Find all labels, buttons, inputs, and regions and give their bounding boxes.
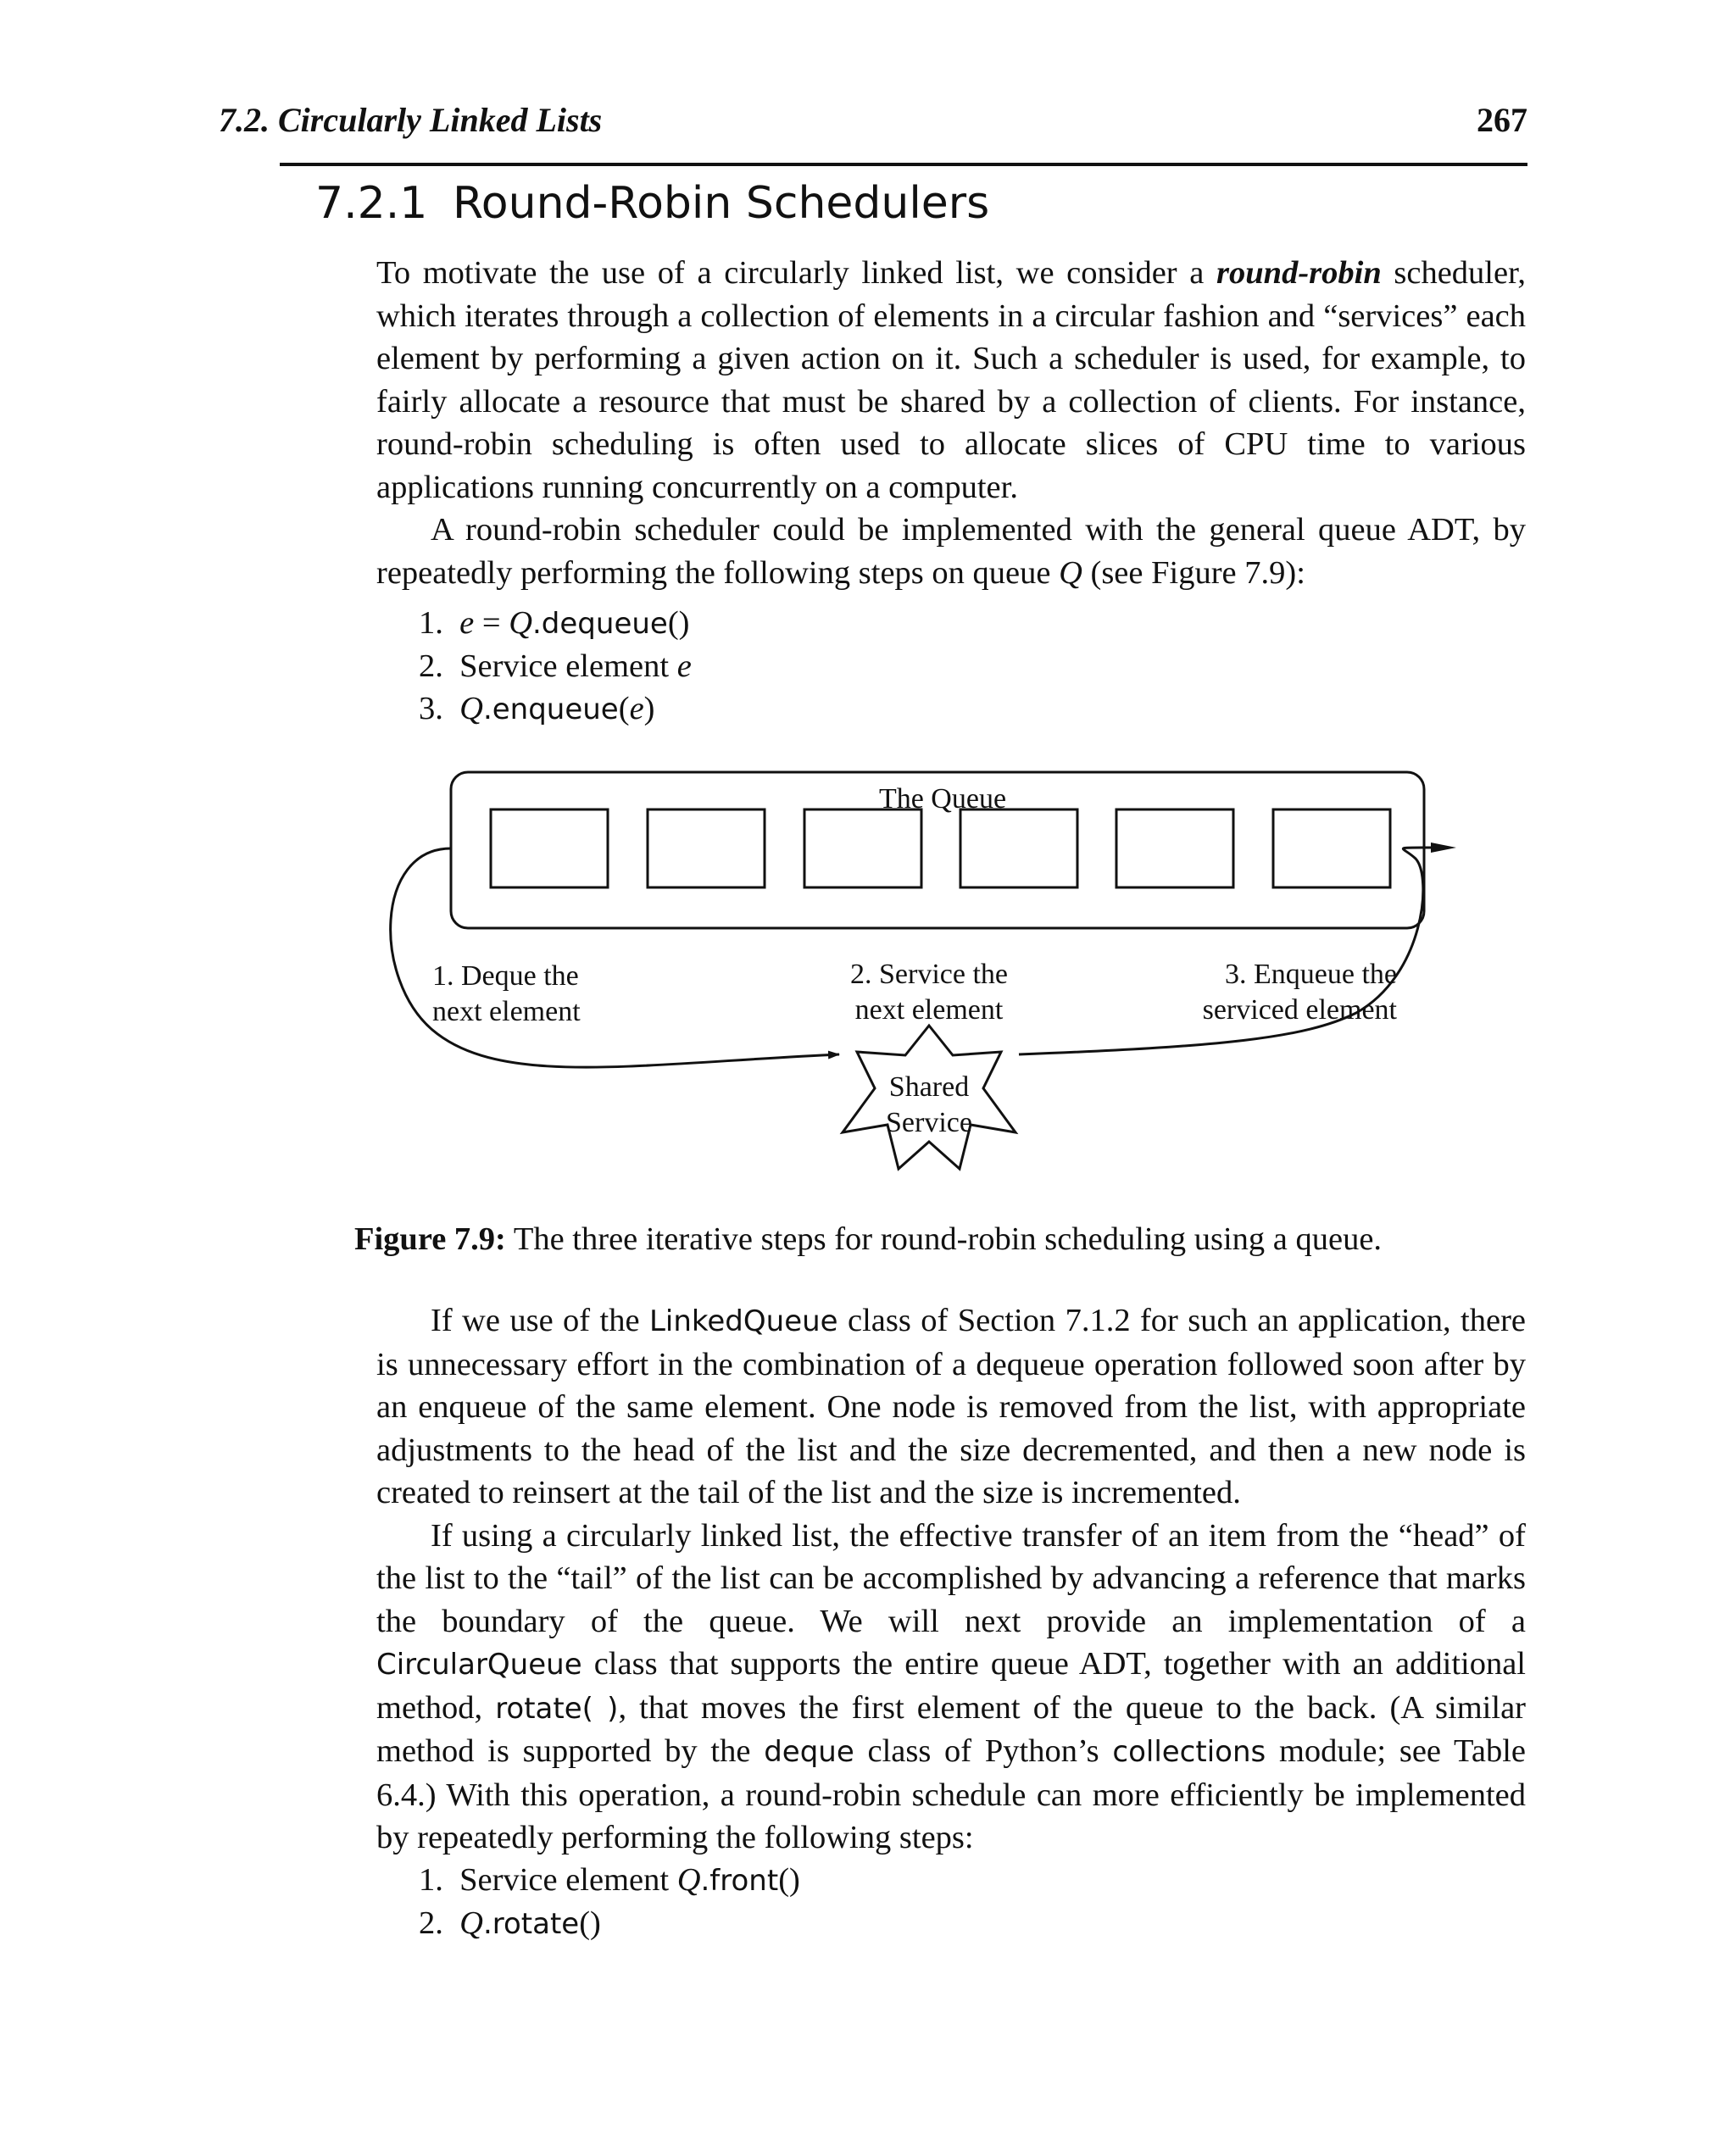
para1-text-a: To motivate the use of a circularly linked list, we consider a	[376, 255, 1217, 291]
dequeue-arrow	[391, 848, 839, 1067]
parens: ()	[579, 1905, 601, 1941]
math-op: =	[474, 605, 509, 641]
steps-list-1	[419, 602, 692, 731]
para3-text-b: class of Section 7.1.2 for such an application, there is unnecessary effort in the combination of a dequeue operation followed soon after by an enqueue of the same element. One node is removed from the list, with appropriate adjustments to the head of the list and the size decremented, and then a new node is created to reinsert at the tail of the list and the size is incremented.	[376, 1303, 1526, 1510]
step1-label-line2: next element	[432, 996, 581, 1027]
parens: ()	[667, 605, 690, 641]
math-var: Q	[459, 691, 483, 726]
para1-emph: round-robin	[1216, 255, 1382, 291]
caption-label: Figure 7.9:	[353, 1221, 506, 1257]
para4-text-2: class that supports the entire queue ADT, together with an additional method,	[376, 1646, 1526, 1726]
star-label-line1: Shared	[888, 1071, 970, 1103]
parens: ()	[778, 1862, 800, 1898]
item-number: 1.	[419, 1862, 443, 1898]
caption-text: The three iterative steps for round-robin scheduling using a queue.	[505, 1221, 1383, 1257]
math-var: e	[676, 648, 692, 684]
method-name: .enqueue	[482, 692, 619, 726]
method-name: .dequeue	[532, 607, 668, 641]
code-rotate: rotate( )	[495, 1691, 619, 1726]
math-var: Q	[676, 1862, 701, 1898]
header-rule	[280, 163, 1527, 166]
code-collections: collections	[1112, 1735, 1266, 1769]
para3-text-a: If we use of the	[431, 1303, 649, 1338]
item-number: 1.	[419, 605, 443, 641]
page-number: 267	[1477, 101, 1527, 139]
paragraph-4	[376, 1515, 1526, 1860]
figure-caption	[0, 1221, 1736, 1258]
step3-label-line2: serviced element	[1202, 994, 1397, 1026]
list-item	[419, 687, 692, 731]
code-deque: deque	[764, 1735, 854, 1769]
item-text: Service element	[459, 1862, 677, 1898]
steps-list-2	[419, 1859, 800, 1945]
queue-slot	[1116, 809, 1233, 887]
para4-text-1: If using a circularly linked list, the effective transfer of an item from the “head” of the list to the “tail” of the list can be accomplished by advancing a reference that marks the boundary of the queue. We will next provide an implementation of a	[376, 1517, 1526, 1639]
item-number: 2.	[419, 1905, 443, 1941]
item-number: 3.	[419, 691, 443, 726]
math-var: e	[629, 691, 644, 726]
para2-text-a: A round-robin scheduler could be implemented with the general queue ADT, by repeatedly performing the following steps on queue	[376, 512, 1526, 591]
para4-text-3: , that moves the first element of the queue to the back. (A similar method is supported by the	[376, 1689, 1526, 1769]
enqueue-arrowhead	[1431, 842, 1456, 853]
intro-paragraphs	[376, 252, 1526, 594]
step3-label-line1: 3. Enqueue the	[1225, 959, 1397, 990]
paragraph-2	[376, 509, 1526, 594]
method-name: .rotate	[482, 1907, 580, 1941]
math-var: Q	[509, 605, 532, 641]
code-circularqueue: CircularQueue	[376, 1648, 582, 1682]
list-item	[419, 602, 692, 645]
para4-text-5: module; see Table 6.4.) With this operation, a round-robin schedule can more efficiently be implemented by repeatedly performing the following steps:	[376, 1733, 1526, 1855]
queue-slot	[804, 809, 921, 887]
subsection-heading	[315, 178, 989, 229]
paragraph-1	[376, 252, 1526, 509]
queue-label: The Queue	[878, 783, 1007, 815]
queue-slot	[960, 809, 1077, 887]
list-item	[419, 645, 692, 687]
paren: )	[643, 691, 655, 726]
paren: (	[618, 691, 630, 726]
math-var: Q	[459, 1905, 483, 1941]
paragraph-3	[376, 1299, 1526, 1515]
star-label-line2: Service	[886, 1107, 972, 1138]
queue-slot	[1273, 809, 1390, 887]
step2-label-line1: 2. Service the	[850, 959, 1008, 990]
list-item	[419, 1902, 800, 1945]
item-number: 2.	[419, 648, 443, 684]
subsection-number: 7.2.1	[315, 178, 428, 229]
subsection-title: Round-Robin Schedulers	[453, 178, 990, 229]
running-header-section: 7.2. Circularly Linked Lists	[219, 101, 603, 139]
para2-var: Q	[1059, 554, 1082, 591]
list-item	[419, 1859, 800, 1902]
queue-slot	[491, 809, 608, 887]
para4-text-4: class of Python’s	[854, 1733, 1113, 1769]
math-var: e	[459, 605, 475, 641]
body-paragraphs	[376, 1299, 1526, 1860]
round-robin-figure	[373, 759, 1543, 1229]
para1-text-b: scheduler, which iterates through a collection of elements in a circular fashion and “services” each element by performing a given action on it. Such a scheduler is used, for example, to fairly allocate a resource that must be shared by a collection of clients. For instance, round-robin scheduling is often used to allocate slices of CPU time to various applications running concurrently on a computer.	[376, 255, 1526, 505]
step2-label-line2: next element	[854, 994, 1004, 1026]
queue-slot	[648, 809, 765, 887]
code-linkedqueue: LinkedQueue	[648, 1304, 838, 1338]
method-name: .front	[700, 1864, 779, 1898]
step1-label-line1: 1. Deque the	[432, 960, 579, 992]
para2-text-b: (see Figure 7.9):	[1082, 554, 1305, 591]
item-text: Service element	[459, 648, 677, 684]
